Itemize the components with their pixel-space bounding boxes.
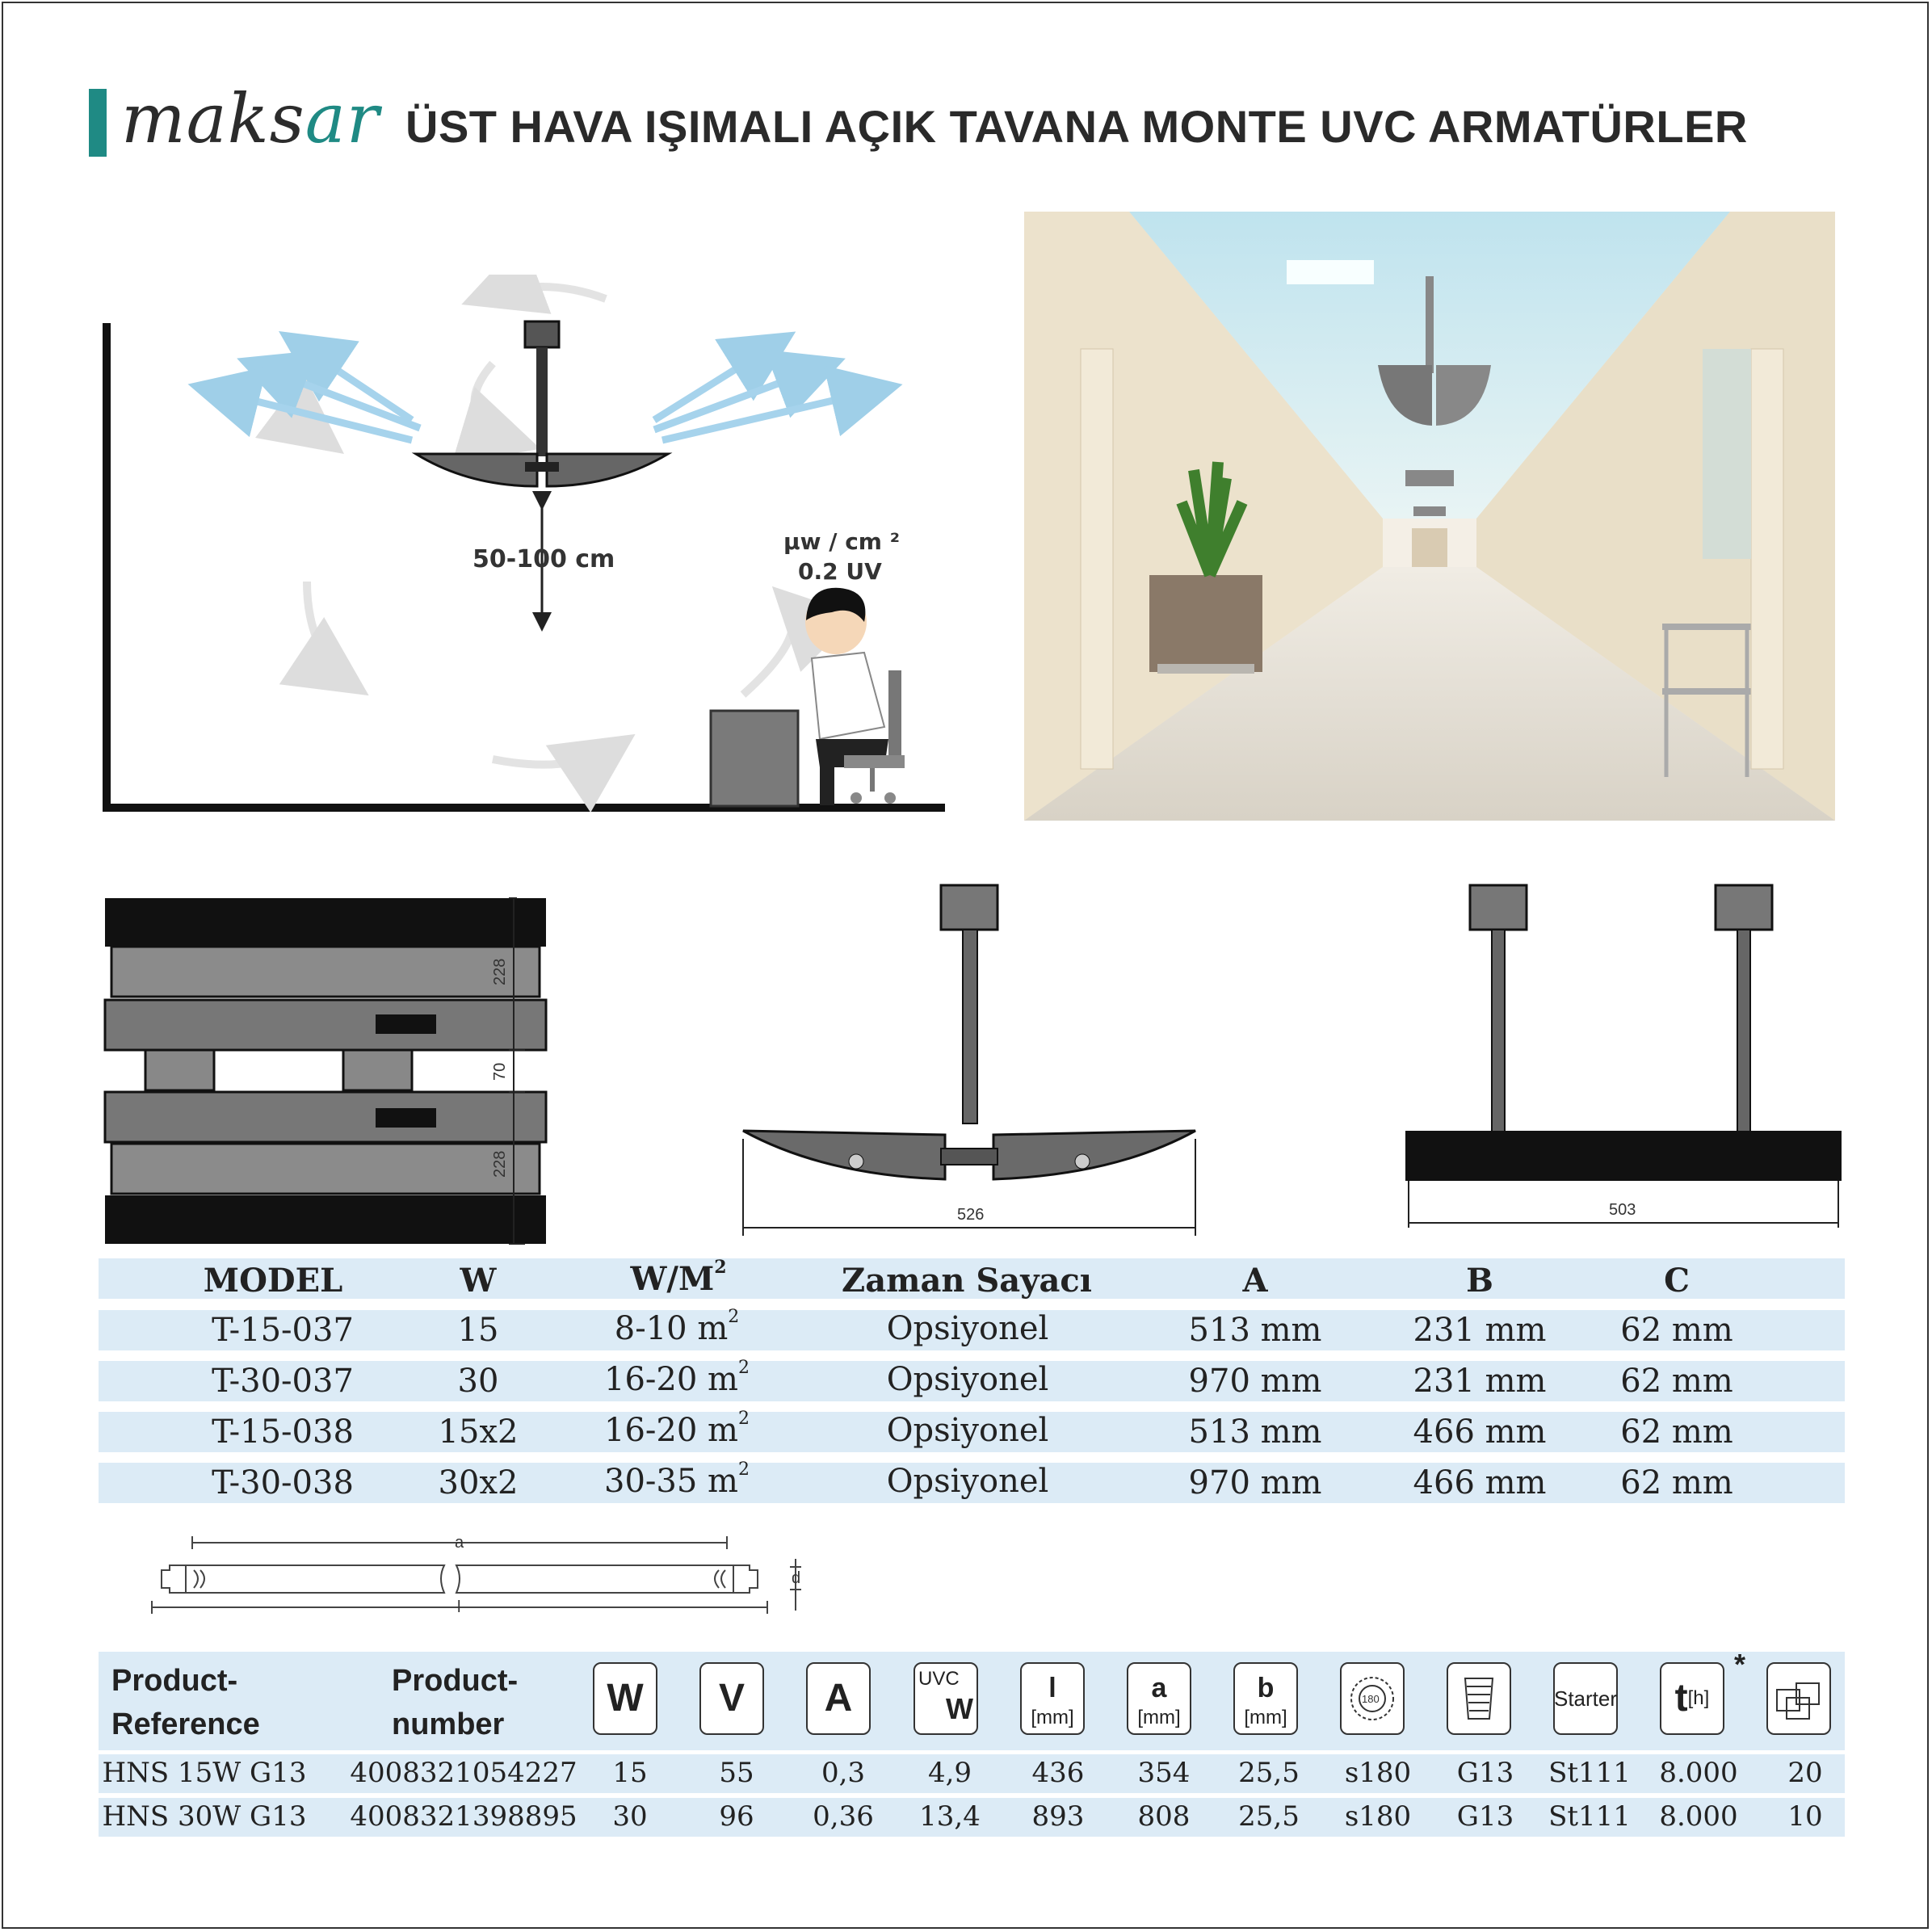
brand-logo: maksar — [121, 79, 380, 158]
front-view-drawing — [1397, 880, 1850, 1244]
packaging-icon — [1766, 1662, 1831, 1735]
irradiance-unit: µw / cm ² — [783, 528, 900, 555]
table2-cell: 30 — [612, 1800, 648, 1833]
table1-cell: T-15-037 — [212, 1312, 354, 1349]
table1-header-timer: Zaman Sayacı — [842, 1262, 1092, 1300]
table1-header-w: W — [460, 1262, 497, 1300]
watt-icon: W — [593, 1662, 657, 1735]
table1-cell: T-30-038 — [212, 1464, 354, 1502]
rotation-icon-label: 180 — [1362, 1693, 1380, 1705]
table2-cell: 10 — [1787, 1800, 1823, 1833]
table1-cell: 62 mm — [1620, 1413, 1733, 1451]
length-icon: l [mm] — [1020, 1662, 1085, 1735]
tube-label-d: d — [792, 1569, 801, 1587]
lifetime-asterisk: * — [1734, 1648, 1746, 1681]
table2-header-number: Product- number — [392, 1664, 519, 1741]
uv-tube-drawing — [137, 1527, 816, 1623]
table2-cell: 8.000 — [1659, 1800, 1738, 1833]
table2-cell: G13 — [1456, 1800, 1514, 1833]
table1-cell: Opsiyonel — [886, 1361, 1049, 1398]
table1-header-b: B — [1466, 1262, 1493, 1300]
table1-cell: Opsiyonel — [886, 1310, 1049, 1347]
table2-cell: 4,9 — [927, 1757, 972, 1789]
table2-cell: 4008321398895 — [350, 1800, 578, 1833]
ampere-icon: A — [806, 1662, 871, 1735]
table2-header-reference: Product- Reference — [111, 1664, 260, 1741]
table2-cell: 808 — [1137, 1800, 1191, 1833]
table2-cell: s180 — [1344, 1800, 1412, 1833]
table1-cell: 513 mm — [1188, 1312, 1322, 1349]
table2-cell: 13,4 — [919, 1800, 981, 1833]
open-width-dim: 526 — [957, 1206, 985, 1224]
distance-label: 50-100 cm — [472, 545, 615, 573]
table2-cell: St111 — [1548, 1800, 1631, 1833]
table2-cell: HNS 15W G13 — [102, 1757, 307, 1789]
table1-cell: T-15-038 — [212, 1413, 354, 1451]
base-socket-icon — [1447, 1662, 1511, 1735]
table1-cell: 8-10 $m^2$ — [614, 1307, 740, 1347]
table2-cell: 893 — [1031, 1800, 1085, 1833]
table2-cell: s180 — [1344, 1757, 1412, 1789]
tube-label-a: a — [455, 1534, 464, 1552]
open-fixture-drawing — [735, 880, 1203, 1244]
table1-cell: 466 mm — [1413, 1464, 1547, 1502]
side-dim-top: 228 — [491, 958, 509, 985]
table2-cell: 0,3 — [821, 1757, 866, 1789]
table1-cell: 970 mm — [1188, 1363, 1322, 1400]
table2-cell: 20 — [1787, 1757, 1823, 1789]
side-dim-bottom: 228 — [491, 1150, 509, 1178]
room-diagram — [89, 275, 961, 824]
tube-label-l: l — [457, 1598, 461, 1616]
table2-cell: 25,5 — [1238, 1800, 1300, 1833]
page-title: ÜST HAVA IŞIMALI AÇIK TAVANA MONTE UVC ARMATÜRLER — [405, 101, 1748, 152]
a-dimension-icon: a [mm] — [1127, 1662, 1191, 1735]
volt-icon: V — [699, 1662, 764, 1735]
table1-header-wm2: $W/M^2$ — [630, 1257, 727, 1298]
side-dim-mid: 70 — [491, 1062, 509, 1081]
table2-cell: 4008321054227 — [350, 1757, 578, 1789]
irradiance-value: 0.2 UV — [798, 558, 882, 585]
starter-icon: Starter — [1553, 1662, 1618, 1735]
table1-header-c: C — [1664, 1262, 1690, 1300]
table1-cell: 466 mm — [1413, 1413, 1547, 1451]
table2-cell: 55 — [719, 1757, 754, 1789]
brand-accent-bar — [89, 89, 107, 157]
table1-cell: 62 mm — [1620, 1312, 1733, 1349]
table1-cell: 62 mm — [1620, 1464, 1733, 1502]
table1-cell: 513 mm — [1188, 1413, 1322, 1451]
table1-cell: 15x2 — [438, 1413, 519, 1451]
table2-cell: 354 — [1137, 1757, 1191, 1789]
table1-cell: T-30-037 — [212, 1363, 354, 1400]
table1-header-a: A — [1242, 1262, 1268, 1300]
table1-cell: 231 mm — [1413, 1363, 1547, 1400]
side-view-drawing — [97, 888, 549, 1252]
table2-cell: 436 — [1031, 1757, 1085, 1789]
table2-cell: 8.000 — [1659, 1757, 1738, 1789]
table2-cell: 25,5 — [1238, 1757, 1300, 1789]
table1-header-model: MODEL — [203, 1262, 343, 1300]
table2-cell: 0,36 — [813, 1800, 874, 1833]
table1-cell: 970 mm — [1188, 1464, 1322, 1502]
table2-cell: 96 — [719, 1800, 754, 1833]
table1-cell: 16-20 $m^2$ — [604, 1358, 750, 1398]
uvc-per-watt-icon: UVC W — [914, 1662, 978, 1735]
table2-cell: St111 — [1548, 1757, 1631, 1789]
table1-cell: 62 mm — [1620, 1363, 1733, 1400]
table1-cell: Opsiyonel — [886, 1412, 1049, 1449]
rotation-icon — [1340, 1662, 1405, 1735]
table2-cell: G13 — [1456, 1757, 1514, 1789]
table1-cell: 30 — [457, 1363, 499, 1400]
hospital-corridor-photo — [1024, 212, 1835, 821]
table1-cell: 231 mm — [1413, 1312, 1547, 1349]
table1-cell: 15 — [457, 1312, 499, 1349]
table1-cell: 30-35 $m^2$ — [604, 1460, 750, 1500]
table1-cell: 16-20 $m^2$ — [604, 1409, 750, 1449]
table2-cell: HNS 30W G13 — [102, 1800, 307, 1833]
table2-cell: 15 — [612, 1757, 648, 1789]
lifetime-icon: t [h] — [1660, 1662, 1724, 1735]
table1-cell: Opsiyonel — [886, 1463, 1049, 1500]
table1-cell: 30x2 — [438, 1464, 519, 1502]
front-width-dim: 503 — [1609, 1201, 1636, 1219]
b-dimension-icon: b [mm] — [1233, 1662, 1298, 1735]
